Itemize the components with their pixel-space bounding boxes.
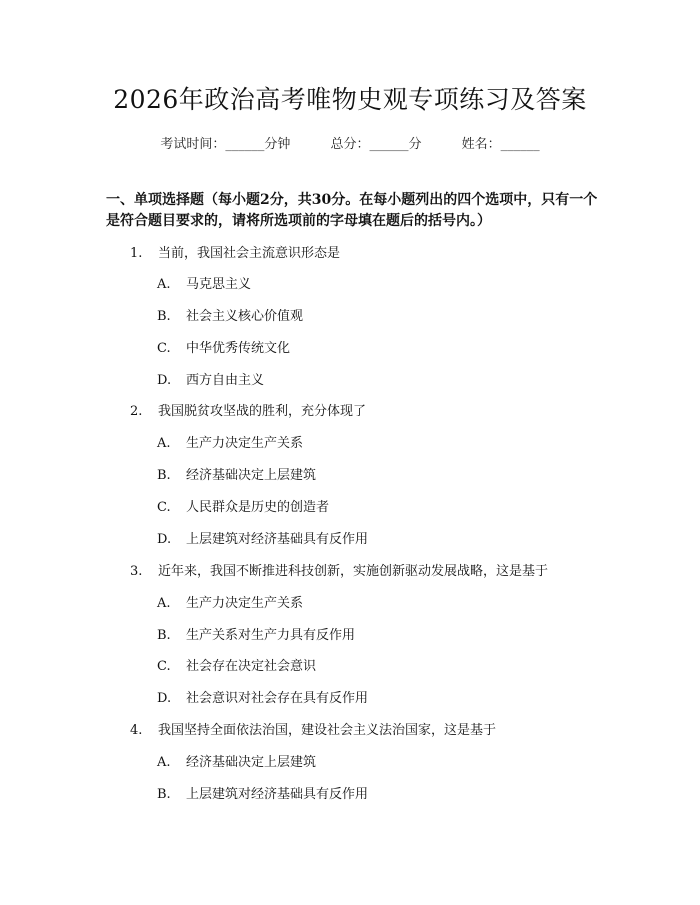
- option-text: 社会意识对社会存在具有反作用: [186, 691, 369, 706]
- question-1-option-b: [157, 309, 303, 325]
- question-2-option-c: [157, 500, 329, 516]
- question-text: 近年来，我国不断推进科技创新，实施创新驱动发展战略，这是基于: [158, 564, 549, 579]
- option-text: 人民群众是历史的创造者: [186, 500, 330, 515]
- question-2: [130, 404, 366, 420]
- option-text: 生产关系对生产力具有反作用: [186, 628, 356, 643]
- option-letter: D.: [157, 691, 172, 706]
- question-4-option-b: [157, 787, 368, 803]
- section-heading: 一、单项选择题（每小题2分，共30分。在每小题列出的四个选项中，只有一个是符合题目要求的，请将所选项前的字母填在题后的括号内。）: [106, 192, 598, 229]
- question-number: 1.: [130, 246, 143, 261]
- option-text: 经济基础决定上层建筑: [186, 468, 317, 483]
- question-3-option-d: [157, 691, 368, 707]
- exam-time-field: 考试时间：______分钟: [160, 137, 291, 152]
- question-4: [130, 723, 496, 739]
- question-number: 4.: [130, 723, 143, 738]
- question-3-option-c: [157, 659, 316, 675]
- option-letter: B.: [157, 309, 171, 324]
- question-3-option-a: [157, 596, 303, 612]
- option-letter: C.: [157, 659, 171, 674]
- question-text: 我国脱贫攻坚战的胜利，充分体现了: [158, 404, 367, 419]
- question-1-option-a: [157, 277, 251, 293]
- option-letter: B.: [157, 787, 171, 802]
- option-text: 生产力决定生产关系: [186, 596, 304, 611]
- question-text: 我国坚持全面依法治国，建设社会主义法治国家，这是基于: [158, 723, 497, 738]
- option-text: 生产力决定生产关系: [186, 436, 304, 451]
- exam-info-line: [0, 133, 700, 152]
- question-number: 2.: [130, 404, 143, 419]
- option-text: 社会主义核心价值观: [186, 309, 304, 324]
- question-1-option-d: [157, 373, 264, 389]
- total-score-field: 总分：______分: [330, 137, 422, 152]
- question-1: [130, 246, 340, 262]
- question-2-option-b: [157, 468, 316, 484]
- question-4-option-a: [157, 755, 316, 771]
- option-letter: A.: [157, 436, 171, 451]
- student-name-field: 姓名：______: [461, 137, 540, 152]
- option-letter: C.: [157, 341, 171, 356]
- question-3-option-b: [157, 628, 355, 644]
- option-letter: D.: [157, 532, 172, 547]
- option-text: 上层建筑对经济基础具有反作用: [186, 532, 369, 547]
- question-2-option-d: [157, 532, 368, 548]
- option-text: 马克思主义: [186, 277, 252, 292]
- option-letter: A.: [157, 277, 171, 292]
- option-letter: B.: [157, 468, 171, 483]
- question-2-option-a: [157, 436, 303, 452]
- question-1-option-c: [157, 341, 290, 357]
- option-letter: A.: [157, 596, 171, 611]
- option-letter: C.: [157, 500, 171, 515]
- option-letter: B.: [157, 628, 171, 643]
- question-number: 3.: [130, 564, 143, 579]
- document-title: 2026年政治高考唯物史观专项练习及答案: [113, 85, 587, 114]
- question-3: [130, 564, 548, 580]
- option-text: 西方自由主义: [186, 373, 265, 388]
- option-text: 中华优秀传统文化: [186, 341, 291, 356]
- option-letter: A.: [157, 755, 171, 770]
- option-text: 上层建筑对经济基础具有反作用: [186, 787, 369, 802]
- option-letter: D.: [157, 373, 172, 388]
- option-text: 社会存在决定社会意识: [186, 659, 317, 674]
- option-text: 经济基础决定上层建筑: [186, 755, 317, 770]
- question-text: 当前，我国社会主流意识形态是: [158, 246, 341, 261]
